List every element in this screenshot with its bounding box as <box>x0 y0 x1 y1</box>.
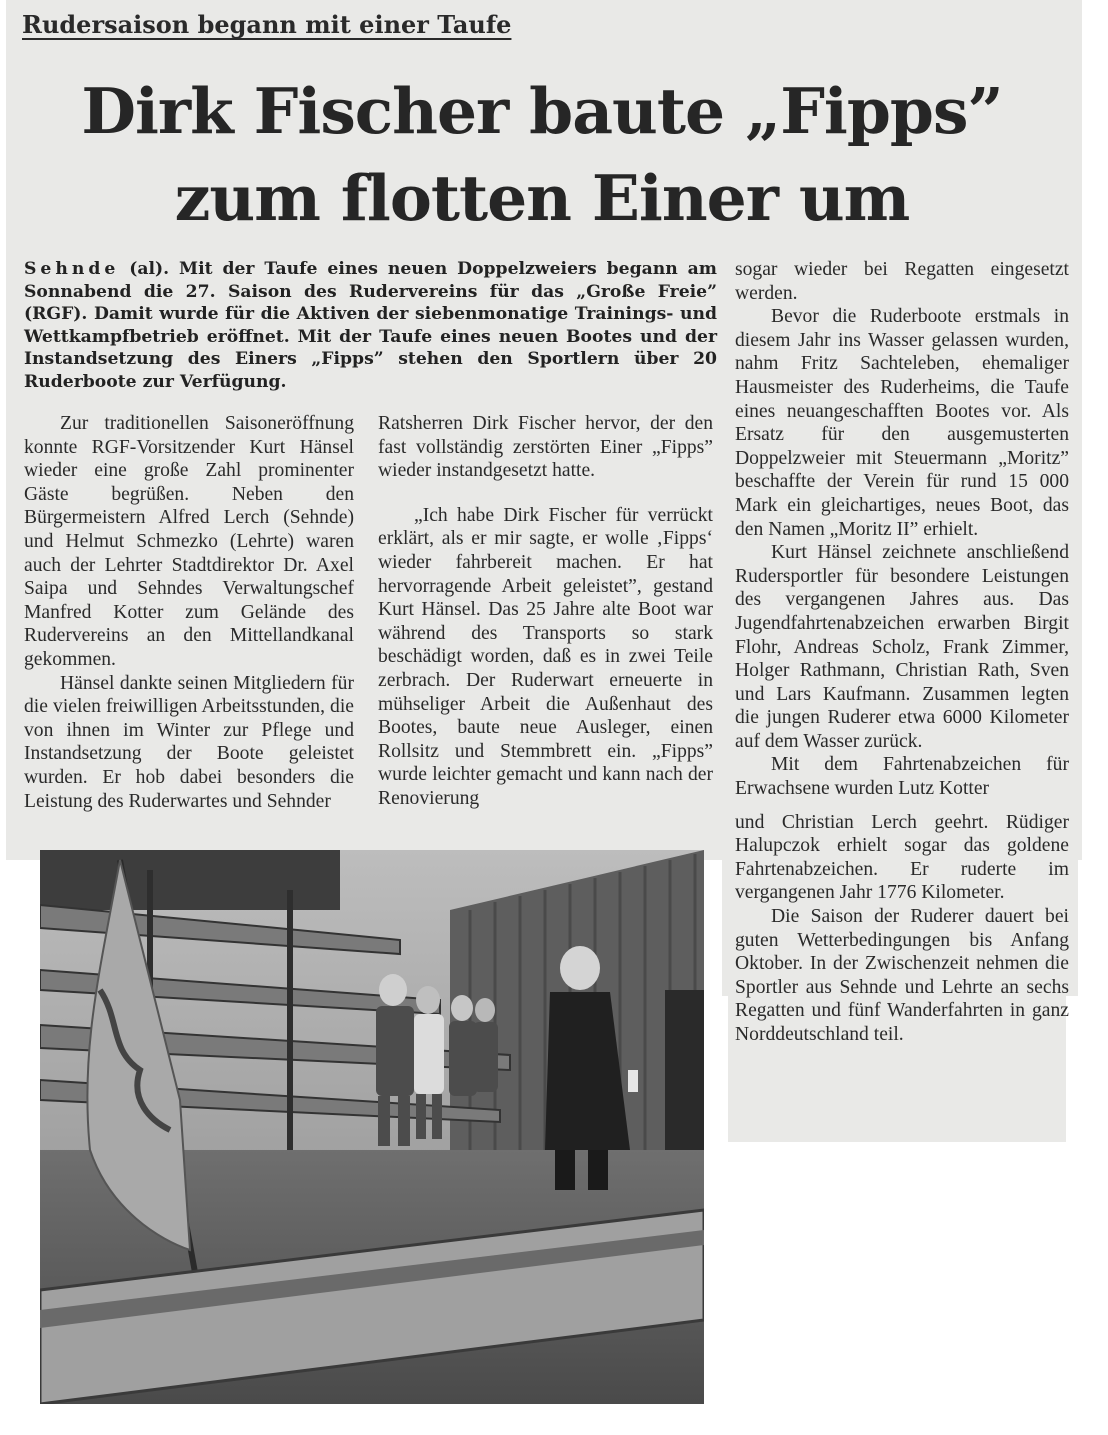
rubric-kicker: Rudersaison begann mit einer Taufe <box>22 10 512 39</box>
body-paragraph: Mit dem Fahrtenabzeichen für Erwachsene wurden Lutz Kotter <box>735 754 1069 800</box>
lead-paragraph <box>24 258 717 394</box>
article-column-2 <box>378 412 713 811</box>
body-paragraph: Hänsel dankte seinen Mitgliedern für die vielen freiwilligen Arbeitsstunden, die von ihnen im Winter zur Pflege und Instandsetzung der Boote geleistet wurden. Er hob dabei besonders die Leistung des Ruderwartes und Sehnder <box>24 672 354 812</box>
article-column-3 <box>735 258 1069 1047</box>
headline <box>12 68 1072 242</box>
body-paragraph: sogar wieder bei Regatten eingesetzt werden. <box>735 259 1069 304</box>
body-paragraph: „Ich habe Dirk Fischer für verrückt erklärt, als er mir sagte, er wolle ‚Fipps‘ wieder fahrbereit machen. Er hat hervorragende Arbeit geleistet”, gestand Kurt Hänsel. Das 25 Jahre alte Boot war während des Transports so stark beschädigt worden, daß es in zwei Teile zerbrach. Der Ruderwart erneuerte in mühseliger Arbeit die Außenhaut des Bootes, baute neue Ausleger, einen Rollsitz und Stemmbrett ein. „Fipps” wurde leichter gemacht und kann nach der Renovierung <box>378 504 713 809</box>
body-paragraph: Die Saison der Ruderer dauert bei guten Wetterbedingungen bis Anfang Oktober. In der Zwischenzeit nehmen die Sportler aus Sehnde und Lehrte an sechs Regatten und fünf Wanderfahrten in ganz Norddeutschland teil. <box>735 906 1069 1045</box>
lead-text: (al). Mit der Taufe eines neuen Doppelzweiers begann am Sonnabend die 27. Saison des Rudervereins für das „Große Freie” (RGF). Damit wurde für die Aktiven der siebenmonatige Trainings- und Wettkampfbetrieb eröffnet. Mit der Taufe eines neuen Bootes und der Instandsetzung des Einers „Fipps” stehen den Sportlern über 20 Ruderboote zur Verfügung. <box>24 259 717 392</box>
press-photo-boat-christening <box>40 850 704 1404</box>
body-paragraph: Kurt Hänsel zeichnete anschließend Rudersportler für besondere Leistungen des vergangenen Jahres aus. Das Jugendfahrtenabzeichen erwarben Birgit Flohr, Andreas Scholz, Frank Zimmer, Holger Rathmann, Christian Rath, Sven und Lars Kaufmann. Zusammen legten die jungen Ruderer etwa 6000 Kilometer auf dem Wasser zurück. <box>735 542 1069 752</box>
headline-line-2: zum flotten Einer um <box>174 161 910 235</box>
body-paragraph: Zur traditionellen Saisoneröffnung konnte RGF-Vorsitzender Kurt Hänsel wieder eine große Zahl prominenter Gäste begrüßen. Neben den Bürgermeistern Alfred Lerch (Sehnde) und Helmut Schmezko (Lehrte) waren auch der Lehrter Stadtdirektor Dr. Axel Saipa und Sehndes Verwaltungschef Manfred Kotter zum Gelände des Rudervereins an den Mittellandkanal gekommen. <box>24 413 354 670</box>
body-paragraph: Bevor die Ruderboote erstmals in diesem Jahr ins Wasser gelassen wurden, nahm Fritz Sachteleben, ehemaliger Hausmeister des Ruderheims, die Taufe eines neuangeschafften Bootes vor. Als Ersatz für den ausgemusterten Doppelzweier mit Steuermann „Moritz” beschaffte der Verein für rund 15 000 Mark ein gleichartiges, neues Boot, das den Namen „Moritz II” erhielt. <box>735 306 1069 540</box>
dateline-location: Sehnde <box>24 259 120 279</box>
body-paragraph: und Christian Lerch geehrt. Rüdiger Halupczok erhielt sogar das goldene Fahrtenabzeichen. Er ruderte im vergangenen Jahr 1776 Kilometer. <box>735 811 1069 904</box>
headline-line-1: Dirk Fischer baute „Fipps” <box>81 74 1003 148</box>
article-column-1 <box>24 412 354 813</box>
photo-illustration <box>40 850 704 1404</box>
body-paragraph: Ratsherren Dirk Fischer hervor, der den fast vollständig zerstörten Einer „Fipps” wieder instandgesetzt hatte. <box>378 413 713 482</box>
